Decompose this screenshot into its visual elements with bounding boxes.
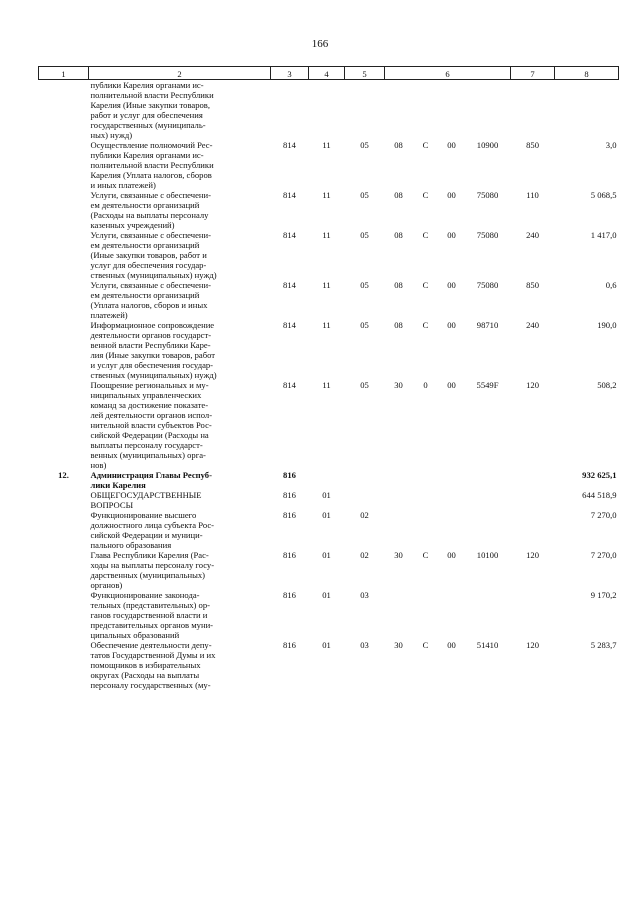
header-col-4: 4 bbox=[309, 67, 345, 80]
row-name-line: работ и услуг для обеспечения bbox=[90, 110, 203, 120]
row-name-line: тельных (представительных) ор- bbox=[90, 600, 210, 610]
row-name-line: Услуги, связанные с обеспечени- bbox=[90, 190, 211, 200]
row-target-group: 00 bbox=[447, 550, 456, 560]
header-col-2: 2 bbox=[89, 67, 271, 80]
row-target-subprogram bbox=[413, 510, 439, 550]
row-number bbox=[39, 320, 89, 380]
row-ministry-code: 814 bbox=[283, 280, 296, 290]
row-name bbox=[89, 280, 271, 320]
row-name-line: сийской Федерации и муници- bbox=[90, 530, 203, 540]
row-name bbox=[89, 550, 271, 590]
row-ministry-code: 814 bbox=[283, 230, 296, 240]
row-name-line: ОБЩЕГОСУДАРСТВЕННЫЕ bbox=[90, 490, 202, 500]
row-name-line: Услуги, связанные с обеспечени- bbox=[90, 230, 211, 240]
row-subsection-code: 05 bbox=[360, 280, 369, 290]
row-name-line: (Расходы на выплаты персоналу bbox=[90, 210, 209, 220]
row-name-line: команд за достижение показате- bbox=[90, 400, 209, 410]
row-number bbox=[39, 550, 89, 590]
row-amount bbox=[555, 80, 619, 141]
row-name-line: Глава Республики Карелия (Рас- bbox=[90, 550, 209, 560]
row-name bbox=[89, 590, 271, 640]
row-name-line: органов) bbox=[90, 580, 123, 590]
row-name-line: должностного лица субъекта Рос- bbox=[90, 520, 215, 530]
table-row bbox=[39, 490, 619, 510]
row-name-line: ниципальных управленческих bbox=[90, 390, 202, 400]
row-target-direction: 5549F bbox=[476, 380, 499, 390]
row-target-group: 00 bbox=[447, 140, 456, 150]
row-expense-type: 850 bbox=[526, 280, 539, 290]
row-ministry-code: 816 bbox=[283, 640, 296, 650]
row-subsection-code bbox=[345, 80, 385, 141]
row-section-code: 11 bbox=[322, 140, 331, 150]
row-target-program: 08 bbox=[394, 320, 403, 330]
row-subsection-code: 02 bbox=[360, 510, 369, 520]
row-section-code: 01 bbox=[322, 490, 331, 500]
row-target-direction: 51410 bbox=[476, 640, 499, 650]
row-name-line: лей деятельности органов испол- bbox=[90, 410, 213, 420]
row-amount: 1 417,0 bbox=[590, 230, 617, 240]
row-expense-type: 240 bbox=[526, 230, 539, 240]
row-subsection-code bbox=[345, 470, 385, 490]
row-expense-type: 850 bbox=[526, 140, 539, 150]
row-target-subprogram bbox=[413, 590, 439, 640]
row-expense-type: 120 bbox=[526, 550, 539, 560]
row-name-line: казенных учреждений) bbox=[90, 220, 175, 230]
row-name-line: нов) bbox=[90, 460, 107, 470]
row-number bbox=[39, 80, 89, 141]
header-col-1: 1 bbox=[39, 67, 89, 80]
row-name-line: услуг для обеспечения государ- bbox=[90, 260, 207, 270]
row-target-group bbox=[439, 80, 465, 141]
row-name-line: ственных (муниципальных) нужд) bbox=[90, 370, 217, 380]
row-amount: 0,6 bbox=[605, 280, 617, 290]
row-name-line: Услуги, связанные с обеспечени- bbox=[90, 280, 211, 290]
table-row bbox=[39, 640, 619, 690]
row-target-direction: 75080 bbox=[476, 230, 499, 240]
row-name-line: лики Карелия bbox=[90, 480, 146, 490]
row-name-line: государственных (муниципаль- bbox=[90, 120, 206, 130]
row-target-direction: 10900 bbox=[476, 140, 499, 150]
table-row bbox=[39, 230, 619, 280]
row-section-code: 11 bbox=[322, 230, 331, 240]
row-name-line: платежей) bbox=[90, 310, 128, 320]
row-amount: 3,0 bbox=[605, 140, 617, 150]
row-name-line: ем деятельности организаций bbox=[90, 200, 200, 210]
table-row bbox=[39, 380, 619, 470]
row-name-line: ем деятельности организаций bbox=[90, 240, 200, 250]
row-number bbox=[39, 280, 89, 320]
row-target-direction: 75080 bbox=[476, 280, 499, 290]
row-subsection-code: 05 bbox=[360, 140, 369, 150]
row-name-line: Функционирование законода- bbox=[90, 590, 200, 600]
row-number bbox=[39, 510, 89, 550]
row-section-code: 01 bbox=[322, 550, 331, 560]
table-row bbox=[39, 470, 619, 490]
row-name-line: полнительной власти Республики bbox=[90, 90, 214, 100]
table-row bbox=[39, 190, 619, 230]
row-name bbox=[89, 470, 271, 490]
row-name-line: представительных органов муни- bbox=[90, 620, 214, 630]
row-name bbox=[89, 510, 271, 550]
row-number bbox=[39, 590, 89, 640]
row-subsection-code: 05 bbox=[360, 230, 369, 240]
row-ministry-code: 816 bbox=[283, 470, 296, 480]
table-row bbox=[39, 280, 619, 320]
header-col-3: 3 bbox=[271, 67, 309, 80]
row-ministry-code: 816 bbox=[283, 490, 296, 500]
row-expense-type bbox=[511, 490, 555, 510]
row-name-line: сийской Федерации (Расходы на bbox=[90, 430, 209, 440]
table-row bbox=[39, 510, 619, 550]
row-name bbox=[89, 380, 271, 470]
row-number bbox=[39, 490, 89, 510]
row-name bbox=[89, 190, 271, 230]
row-target-direction: 98710 bbox=[476, 320, 499, 330]
budget-table bbox=[38, 66, 619, 690]
row-target-program bbox=[385, 490, 413, 510]
row-target-group bbox=[439, 490, 465, 510]
row-amount: 5 283,7 bbox=[590, 640, 617, 650]
row-amount: 190,0 bbox=[597, 320, 617, 330]
row-expense-type: 120 bbox=[526, 640, 539, 650]
row-target-direction: 75080 bbox=[476, 190, 499, 200]
row-name-line: ганов государственной власти и bbox=[90, 610, 208, 620]
row-name-line: Карелия (Уплата налогов, сборов bbox=[90, 170, 212, 180]
row-subsection-code: 05 bbox=[360, 190, 369, 200]
row-expense-type: 240 bbox=[526, 320, 539, 330]
row-target-direction bbox=[465, 470, 511, 490]
header-col-5: 5 bbox=[345, 67, 385, 80]
row-target-subprogram: С bbox=[422, 230, 429, 240]
row-target-program: 30 bbox=[394, 550, 403, 560]
row-target-program bbox=[385, 80, 413, 141]
header-col-8: 8 bbox=[555, 67, 619, 80]
row-name-line: венных (муниципальных) орга- bbox=[90, 450, 206, 460]
row-target-group: 00 bbox=[447, 190, 456, 200]
row-target-subprogram bbox=[413, 80, 439, 141]
row-target-direction bbox=[465, 80, 511, 141]
row-subsection-code: 05 bbox=[360, 320, 369, 330]
row-name-line: венной власти Республики Каре- bbox=[90, 340, 211, 350]
row-target-direction bbox=[465, 590, 511, 640]
row-name-line: выплаты персоналу государст- bbox=[90, 440, 203, 450]
row-ministry-code: 814 bbox=[283, 320, 296, 330]
row-ministry-code: 816 bbox=[283, 590, 296, 600]
row-name-line: Информационное сопровождение bbox=[90, 320, 215, 330]
row-amount: 7 270,0 bbox=[590, 550, 617, 560]
row-target-group: 00 bbox=[447, 380, 456, 390]
page-number: 166 bbox=[311, 38, 329, 50]
table-row bbox=[39, 140, 619, 190]
row-target-direction: 10100 bbox=[476, 550, 499, 560]
row-target-subprogram bbox=[413, 470, 439, 490]
row-ministry-code: 814 bbox=[283, 380, 296, 390]
table-row bbox=[39, 590, 619, 640]
row-ministry-code: 814 bbox=[283, 190, 296, 200]
row-expense-type bbox=[511, 590, 555, 640]
row-target-group bbox=[439, 470, 465, 490]
row-number bbox=[39, 230, 89, 280]
row-target-group: 00 bbox=[447, 320, 456, 330]
row-ministry-code bbox=[271, 80, 309, 141]
row-ministry-code: 816 bbox=[283, 550, 296, 560]
row-section-code bbox=[309, 80, 345, 141]
row-subsection-code: 02 bbox=[360, 550, 369, 560]
row-section-code: 01 bbox=[322, 590, 331, 600]
row-target-subprogram: С bbox=[422, 320, 429, 330]
row-section-code: 11 bbox=[322, 380, 331, 390]
row-name-line: и услуг для обеспечения государ- bbox=[90, 360, 214, 370]
row-section-code: 11 bbox=[322, 280, 331, 290]
row-name-line: ходы на выплаты персоналу госу- bbox=[90, 560, 215, 570]
row-name-line: (Иные закупки товаров, работ и bbox=[90, 250, 207, 260]
table-row bbox=[39, 320, 619, 380]
row-section-code: 01 bbox=[322, 510, 331, 520]
row-subsection-code: 03 bbox=[360, 590, 369, 600]
row-name-line: дарственных (муниципальных) bbox=[90, 570, 206, 580]
row-expense-type bbox=[511, 510, 555, 550]
row-name bbox=[89, 490, 271, 510]
row-target-group: 00 bbox=[447, 280, 456, 290]
row-name-line: ем деятельности организаций bbox=[90, 290, 200, 300]
row-target-group bbox=[439, 510, 465, 550]
row-name bbox=[89, 640, 271, 690]
row-amount: 9 170,2 bbox=[590, 590, 617, 600]
row-target-program: 08 bbox=[394, 140, 403, 150]
row-name-line: ВОПРОСЫ bbox=[90, 500, 134, 510]
row-target-subprogram bbox=[413, 490, 439, 510]
row-subsection-code bbox=[345, 490, 385, 510]
row-name-line: помощников в избирательных bbox=[90, 660, 201, 670]
row-section-code: 11 bbox=[322, 320, 331, 330]
row-target-program bbox=[385, 510, 413, 550]
row-name-line: (Уплата налогов, сборов и иных bbox=[90, 300, 208, 310]
row-number bbox=[39, 640, 89, 690]
row-number bbox=[39, 140, 89, 190]
row-target-program bbox=[385, 470, 413, 490]
table-row bbox=[39, 80, 619, 141]
row-name bbox=[89, 230, 271, 280]
row-target-program: 30 bbox=[394, 380, 403, 390]
row-name bbox=[89, 320, 271, 380]
row-target-group: 00 bbox=[447, 230, 456, 240]
row-name-line: Карелия (Иные закупки товаров, bbox=[90, 100, 211, 110]
row-number bbox=[39, 380, 89, 470]
row-amount: 508,2 bbox=[597, 380, 617, 390]
row-target-subprogram: С bbox=[422, 640, 429, 650]
row-target-program: 08 bbox=[394, 280, 403, 290]
row-name-line: ных) нужд) bbox=[90, 130, 133, 140]
row-target-direction bbox=[465, 490, 511, 510]
row-name-line: персоналу государственных (му- bbox=[90, 680, 211, 690]
row-name-line: пального образования bbox=[90, 540, 172, 550]
header-col-7: 7 bbox=[511, 67, 555, 80]
row-target-subprogram: С bbox=[422, 140, 429, 150]
header-row bbox=[39, 67, 619, 80]
row-expense-type bbox=[511, 470, 555, 490]
row-name-line: лия (Иные закупки товаров, работ bbox=[90, 350, 216, 360]
row-name-line: Обеспечение деятельности депу- bbox=[90, 640, 212, 650]
row-subsection-code: 05 bbox=[360, 380, 369, 390]
row-target-subprogram: С bbox=[422, 280, 429, 290]
row-expense-type: 110 bbox=[526, 190, 539, 200]
row-subsection-code: 03 bbox=[360, 640, 369, 650]
row-section-code: 01 bbox=[322, 640, 331, 650]
row-name-line: татов Государственной Думы и их bbox=[90, 650, 216, 660]
row-target-subprogram: С bbox=[422, 550, 429, 560]
row-name bbox=[89, 140, 271, 190]
row-target-group bbox=[439, 590, 465, 640]
row-name-line: Осуществление полномочий Рес- bbox=[90, 140, 213, 150]
row-ministry-code: 816 bbox=[283, 510, 296, 520]
header-col-6: 6 bbox=[385, 67, 511, 80]
row-section-code: 11 bbox=[322, 190, 331, 200]
row-target-subprogram: С bbox=[422, 190, 429, 200]
row-target-program bbox=[385, 590, 413, 640]
row-amount: 5 068,5 bbox=[590, 190, 617, 200]
table-row bbox=[39, 550, 619, 590]
table-body bbox=[39, 80, 619, 691]
row-target-direction bbox=[465, 510, 511, 550]
row-name-line: ципальных образований bbox=[90, 630, 180, 640]
row-section-code bbox=[309, 470, 345, 490]
row-target-program: 08 bbox=[394, 190, 403, 200]
row-name-line: Функционирование высшего bbox=[90, 510, 197, 520]
row-name-line: полнительной власти Республики bbox=[90, 160, 214, 170]
row-target-program: 30 bbox=[394, 640, 403, 650]
row-expense-type bbox=[511, 80, 555, 141]
row-target-subprogram: 0 bbox=[423, 380, 428, 390]
row-ministry-code: 814 bbox=[283, 140, 296, 150]
row-name-line: округах (Расходы на выплаты bbox=[90, 670, 200, 680]
row-name-line: Администрация Главы Респуб- bbox=[90, 470, 212, 480]
row-target-program: 08 bbox=[394, 230, 403, 240]
row-number bbox=[39, 190, 89, 230]
row-name-line: деятельности органов государст- bbox=[90, 330, 212, 340]
row-name-line: нительной власти субъектов Рос- bbox=[90, 420, 212, 430]
row-name-line: публики Карелия органами ис- bbox=[90, 150, 204, 160]
row-number: 12. bbox=[58, 470, 69, 480]
row-name-line: Поощрение региональных и му- bbox=[90, 380, 209, 390]
row-name bbox=[89, 80, 271, 141]
row-amount: 7 270,0 bbox=[590, 510, 617, 520]
row-amount: 932 625,1 bbox=[582, 470, 617, 480]
row-name-line: публики Карелия органами ис- bbox=[90, 80, 204, 90]
row-expense-type: 120 bbox=[526, 380, 539, 390]
row-target-group: 00 bbox=[447, 640, 456, 650]
row-name-line: и иных платежей) bbox=[90, 180, 156, 190]
row-name-line: ственных (муниципальных) нужд) bbox=[90, 270, 217, 280]
row-amount: 644 518,9 bbox=[582, 490, 617, 500]
